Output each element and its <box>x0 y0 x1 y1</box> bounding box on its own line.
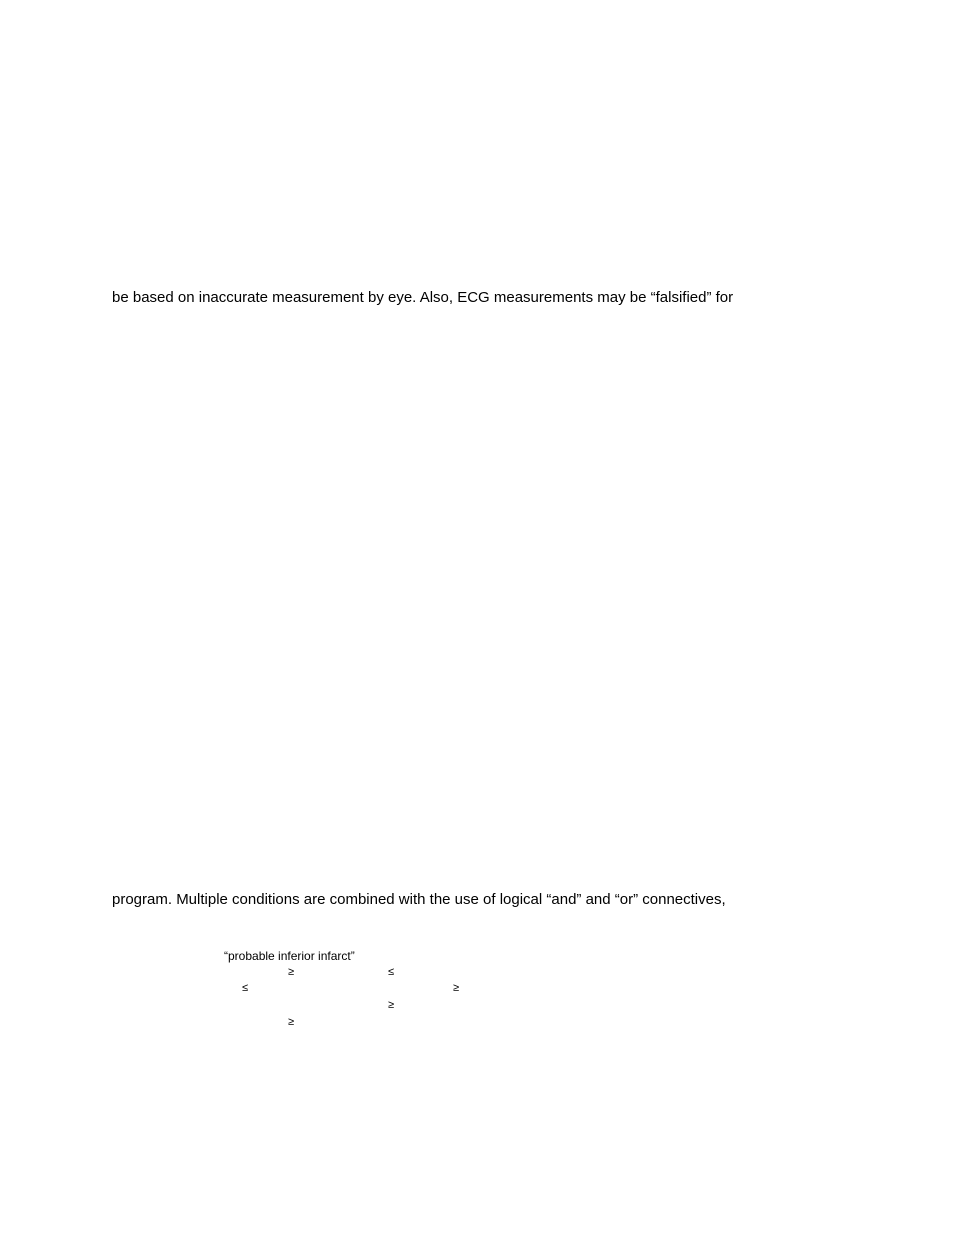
body-text-line: program. Multiple conditions are combined with the use of logical “and” and “or” connectives, <box>112 891 726 908</box>
greater-equal-symbol: ≥ <box>453 982 460 994</box>
body-text-line: be based on inaccurate measurement by eye. Also, ECG measurements may be “falsified” for <box>112 289 734 306</box>
less-equal-symbol: ≤ <box>242 982 249 994</box>
greater-equal-symbol: ≥ <box>288 966 295 978</box>
greater-equal-symbol: ≥ <box>388 999 395 1011</box>
greater-equal-symbol: ≥ <box>288 1016 295 1028</box>
example-label: “probable inferior infarct” <box>224 949 355 963</box>
less-equal-symbol: ≤ <box>388 966 395 978</box>
